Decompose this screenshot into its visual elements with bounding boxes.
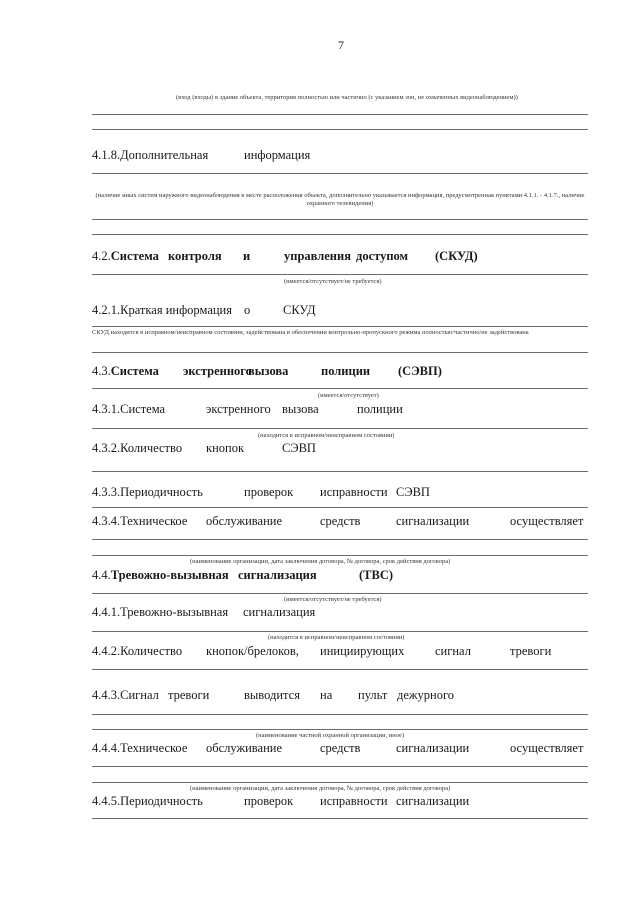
fill-line[interactable] [92, 471, 588, 472]
item-4-3-2 [92, 441, 182, 455]
fill-line[interactable] [92, 428, 588, 429]
word: тревоги [510, 644, 552, 658]
word: на [320, 688, 333, 702]
item-number: 4.3.2. [92, 441, 121, 455]
fill-line[interactable] [92, 173, 588, 174]
heading-4-2 [92, 249, 159, 263]
item-4-4-4 [92, 741, 187, 755]
word: сигнализация [238, 568, 317, 582]
word: Техническое [120, 741, 188, 755]
word: Количество [120, 644, 183, 658]
word: исправности [320, 794, 388, 808]
fill-line[interactable] [92, 352, 588, 353]
word: Периодичность [120, 485, 203, 499]
item-number: 4.2.1. [92, 303, 121, 317]
word: тревоги [168, 688, 210, 702]
caption-4-4-3: (наименование частной охранной организации, иное) [256, 732, 405, 739]
fill-line[interactable] [92, 219, 588, 220]
item-number: 4.3. [92, 364, 111, 378]
word: средств [320, 514, 361, 528]
word: Периодичность [120, 794, 203, 808]
fill-line[interactable] [92, 539, 588, 540]
page-number: 7 [338, 38, 344, 52]
item-4-3-3 [92, 485, 203, 499]
item-4-4-2 [92, 644, 182, 658]
fill-line[interactable] [92, 555, 588, 556]
word: проверок [244, 485, 294, 499]
word: Система [110, 249, 159, 263]
fill-line[interactable] [92, 729, 588, 730]
item-4-4-1 [92, 605, 228, 619]
item-4-4-5 [92, 794, 203, 808]
item-number: 4.1.8. [92, 148, 121, 162]
word: сигнализации [396, 741, 470, 755]
word: доступом [356, 249, 409, 263]
word: Количество [120, 441, 183, 455]
caption-4-3-1: (находится в исправном/неисправном состоянии) [258, 432, 395, 439]
fill-line[interactable] [92, 114, 588, 115]
word: полиции [357, 402, 403, 416]
caption-4-4-1: (находится в исправном/неисправном состоянии) [268, 634, 405, 641]
fill-line[interactable] [92, 507, 588, 508]
item-4-2-1 [92, 303, 232, 317]
word: управления [284, 249, 351, 263]
fill-line[interactable] [92, 593, 588, 594]
word: Тревожно-вызывная [110, 568, 229, 582]
word: (СКУД) [435, 249, 478, 263]
word: дежурного [397, 688, 455, 702]
caption-4-4-4: (наименование организации, дата заключения договора, № договора, срок действия договора) [190, 785, 451, 792]
word: и [243, 249, 251, 263]
word: Сигнал [120, 688, 159, 702]
item-4-4-3 [92, 688, 159, 702]
item-number: 4.2. [92, 249, 111, 263]
fill-line[interactable] [92, 129, 588, 130]
item-number: 4.3.3. [92, 485, 121, 499]
word: Дополнительная [120, 148, 209, 162]
item-number: 4.4. [92, 568, 111, 582]
word: обслуживание [206, 514, 283, 528]
fill-line[interactable] [92, 234, 588, 235]
fill-line[interactable] [92, 326, 588, 327]
fill-line[interactable] [92, 669, 588, 670]
word: исправности [320, 485, 388, 499]
word: Система [120, 402, 166, 416]
word: сигнализации [396, 794, 470, 808]
item-4-1-8 [92, 148, 208, 162]
caption-4-3: (имеется/отсутствует) [318, 392, 379, 399]
word: вызова [248, 364, 289, 378]
word: контроля [168, 249, 222, 263]
item-number: 4.4.5. [92, 794, 121, 808]
fill-line[interactable] [92, 782, 588, 783]
word: СЭВП [396, 485, 430, 499]
word: СКУД [283, 303, 316, 317]
word: Краткая информация [120, 303, 232, 317]
item-number: 4.3.1. [92, 402, 121, 416]
word: экстренного [183, 364, 252, 378]
fill-line[interactable] [92, 766, 588, 767]
item-4-3-1 [92, 402, 165, 416]
word: обслуживание [206, 741, 283, 755]
word: кнопок [206, 441, 245, 455]
fill-line[interactable] [92, 818, 588, 819]
word: информация [244, 148, 311, 162]
item-number: 4.4.3. [92, 688, 121, 702]
word: вызова [282, 402, 319, 416]
word: пульт [358, 688, 388, 702]
word: о [244, 303, 251, 317]
word: Тревожно-вызывная [120, 605, 229, 619]
word: Система [110, 364, 159, 378]
item-4-3-4 [92, 514, 187, 528]
word: осуществляет [510, 741, 584, 755]
fill-line[interactable] [92, 714, 588, 715]
word: СЭВП [282, 441, 316, 455]
item-number: 4.4.2. [92, 644, 121, 658]
word: (ТВС) [359, 568, 394, 582]
word: проверок [244, 794, 294, 808]
word: сигнализации [396, 514, 470, 528]
word: экстренного [206, 402, 271, 416]
word: полиции [321, 364, 371, 378]
word: выводится [244, 688, 300, 702]
fill-line[interactable] [92, 274, 588, 275]
caption-entrances: (вход (входы) в здание объекта, территория полностью или частично (с указанием зон, не охваченных видеонаблюдением)) [176, 94, 518, 101]
fill-line[interactable] [92, 631, 588, 632]
caption-4-1-8: (наличие иных систем наружного видеонаблюдения в месте расположения объекта, дополнительно указывается информация, предусмотренная пунктами 4.1.1. - 4.1.7., наличие охранного телевидения) [95, 192, 585, 207]
caption-4-4: (имеется/отсутствует/не требуется) [284, 596, 382, 603]
word: сигнал [435, 644, 471, 658]
heading-4-3 [92, 364, 159, 378]
text-4-2-1: СКУД находится в исправном/неисправном состоянии, задействована в обеспечении контрольно-пропускного режима полностью/частично/не задействована [92, 329, 529, 336]
caption-4-2: (имеется/отсутствует/не требуется) [284, 278, 382, 285]
word: кнопок/брелоков, [206, 644, 299, 658]
heading-4-4 [92, 568, 229, 582]
word: Техническое [120, 514, 188, 528]
word: инициирующих [320, 644, 405, 658]
word: осуществляет [510, 514, 584, 528]
word: (СЭВП) [398, 364, 442, 378]
item-number: 4.3.4. [92, 514, 121, 528]
item-number: 4.4.4. [92, 741, 121, 755]
word: сигнализация [243, 605, 316, 619]
word: средств [320, 741, 361, 755]
item-number: 4.4.1. [92, 605, 121, 619]
caption-4-3-4: (наименование организации, дата заключения договора, № договора, срок действия договора) [190, 558, 451, 565]
fill-line[interactable] [92, 388, 588, 389]
